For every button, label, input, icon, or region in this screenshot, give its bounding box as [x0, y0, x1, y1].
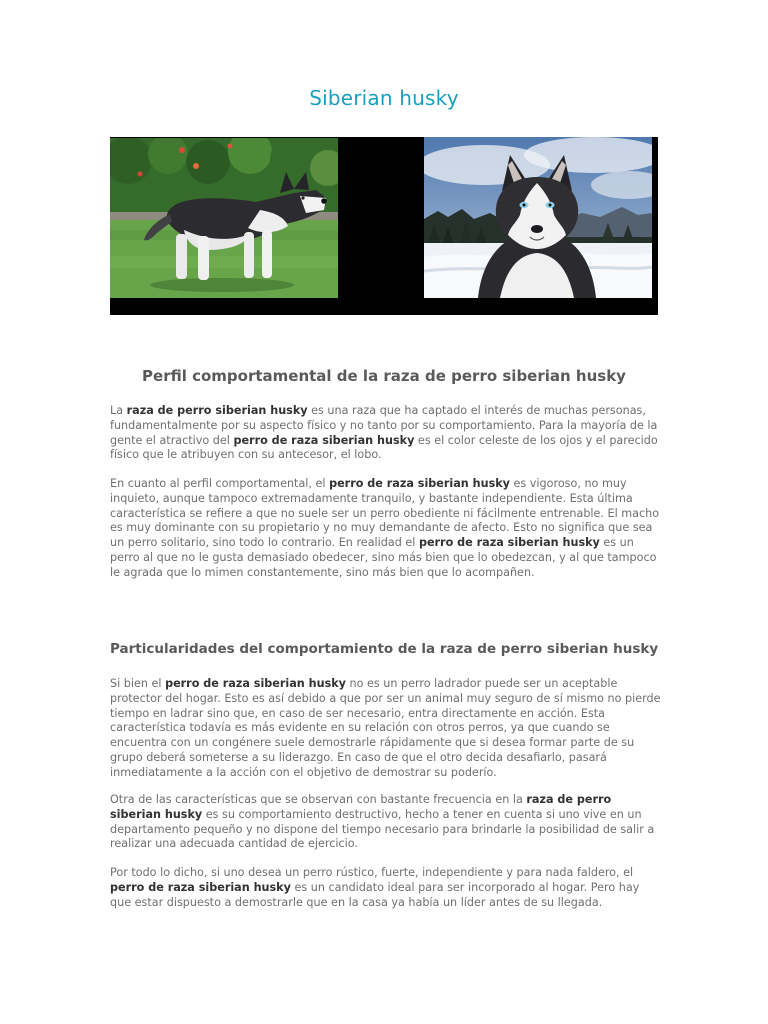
- paragraph: [110, 404, 662, 463]
- bold-keyword: perro de raza siberian husky: [110, 880, 291, 894]
- paragraph-text: es un perro al que no le gusta demasiado obedecer, sino más bien que lo obedezcan, y al que tampoco le agrada que lo mimen constantemente, sino más bien que lo acompañen.: [110, 536, 657, 579]
- paragraph-text: es su comportamiento destructivo, hecho a tener en cuenta si uno vive en un departamento pequeño y no dispone del tiempo necesario para brindarle la posibilidad de salir a realizar una adecuada cantidad de ejercicio.: [110, 807, 655, 851]
- husky-garden-photo: [110, 138, 338, 298]
- section-heading-particularidades: Particularidades del comportamiento de la raza de perro siberian husky: [110, 641, 659, 657]
- paragraph-text: es un candidato ideal para ser incorporado al hogar. Pero hay que estar dispuesto a demostrarle que en la casa ya había un líder antes de su llegada.: [110, 880, 640, 909]
- page-title: Siberian husky: [309, 86, 459, 110]
- paragraph-text: es el color celeste de los ojos y el parecido físico que le atribuyen con su antecesor, el lobo.: [110, 433, 658, 462]
- bold-keyword: perro de raza siberian husky: [165, 677, 346, 690]
- paragraph: [110, 677, 662, 781]
- paragraph-text: Por todo lo dicho, si uno desea un perro rústico, fuerte, independiente y para nada faldero, el: [110, 866, 634, 879]
- paragraph-text: es una raza que ha captado el interés de muchas personas, fundamentalmente por su aspecto físico y no tanto por su comportamiento. Para la mayoría de la gente el atractivo del: [110, 404, 658, 447]
- bold-keyword: perro de raza siberian husky: [329, 477, 510, 490]
- bold-keyword: perro de raza siberian husky: [418, 536, 600, 550]
- husky-snow-illustration: [424, 137, 652, 298]
- paragraph-text: es vigoroso, no muy inquieto, aunque tampoco extremadamente tranquilo, y bastante independiente. Esta última característica se refiere a que no suele ser un perro obediente ni fácilmente entrenable. El macho es muy dominante con su propietario y no muy demandante de afecto. Esto no significa que sea un perro solitario, sino todo lo contrario. En realidad el: [110, 477, 660, 550]
- bold-keyword: raza de perro siberian husky: [110, 793, 612, 821]
- bold-keyword: raza de perro siberian husky: [126, 404, 308, 417]
- photo-strip: [110, 137, 658, 315]
- paragraph-text: Otra de las características que se observan con bastante frecuencia en la: [110, 793, 527, 806]
- section-heading-perfil: Perfil comportamental de la raza de perro siberian husky: [142, 367, 626, 385]
- bold-keyword: perro de raza siberian husky: [233, 433, 415, 447]
- paragraph-text: En cuanto al perfil comportamental, el: [110, 477, 330, 490]
- paragraph-text: no es un perro ladrador puede ser un aceptable protector del hogar. Esto es así debido a que por ser un animal muy seguro de sí mismo no pierde tiempo en ladrar sino que, en caso de ser necesario, entra directamente en acción. Esta característica todavía es más evidente en su relación con otros perros, ya que cuando se encuentra con un congénere suele demostrarle rápidamente que si desea formar parte de su grupo deberá someterse a su liderazgo. En caso de que el otro decida desafiarlo, pasará inmediatamente a la acción con el objetivo de demostrar su poderío.: [110, 677, 661, 779]
- paragraph: [110, 477, 662, 581]
- paragraph-text: Si bien el: [110, 677, 166, 690]
- paragraph: [110, 866, 662, 910]
- paragraph-text: La: [110, 404, 127, 417]
- husky-snow-photo: [424, 137, 652, 298]
- paragraph: [110, 793, 662, 852]
- husky-garden-illustration: [110, 138, 338, 298]
